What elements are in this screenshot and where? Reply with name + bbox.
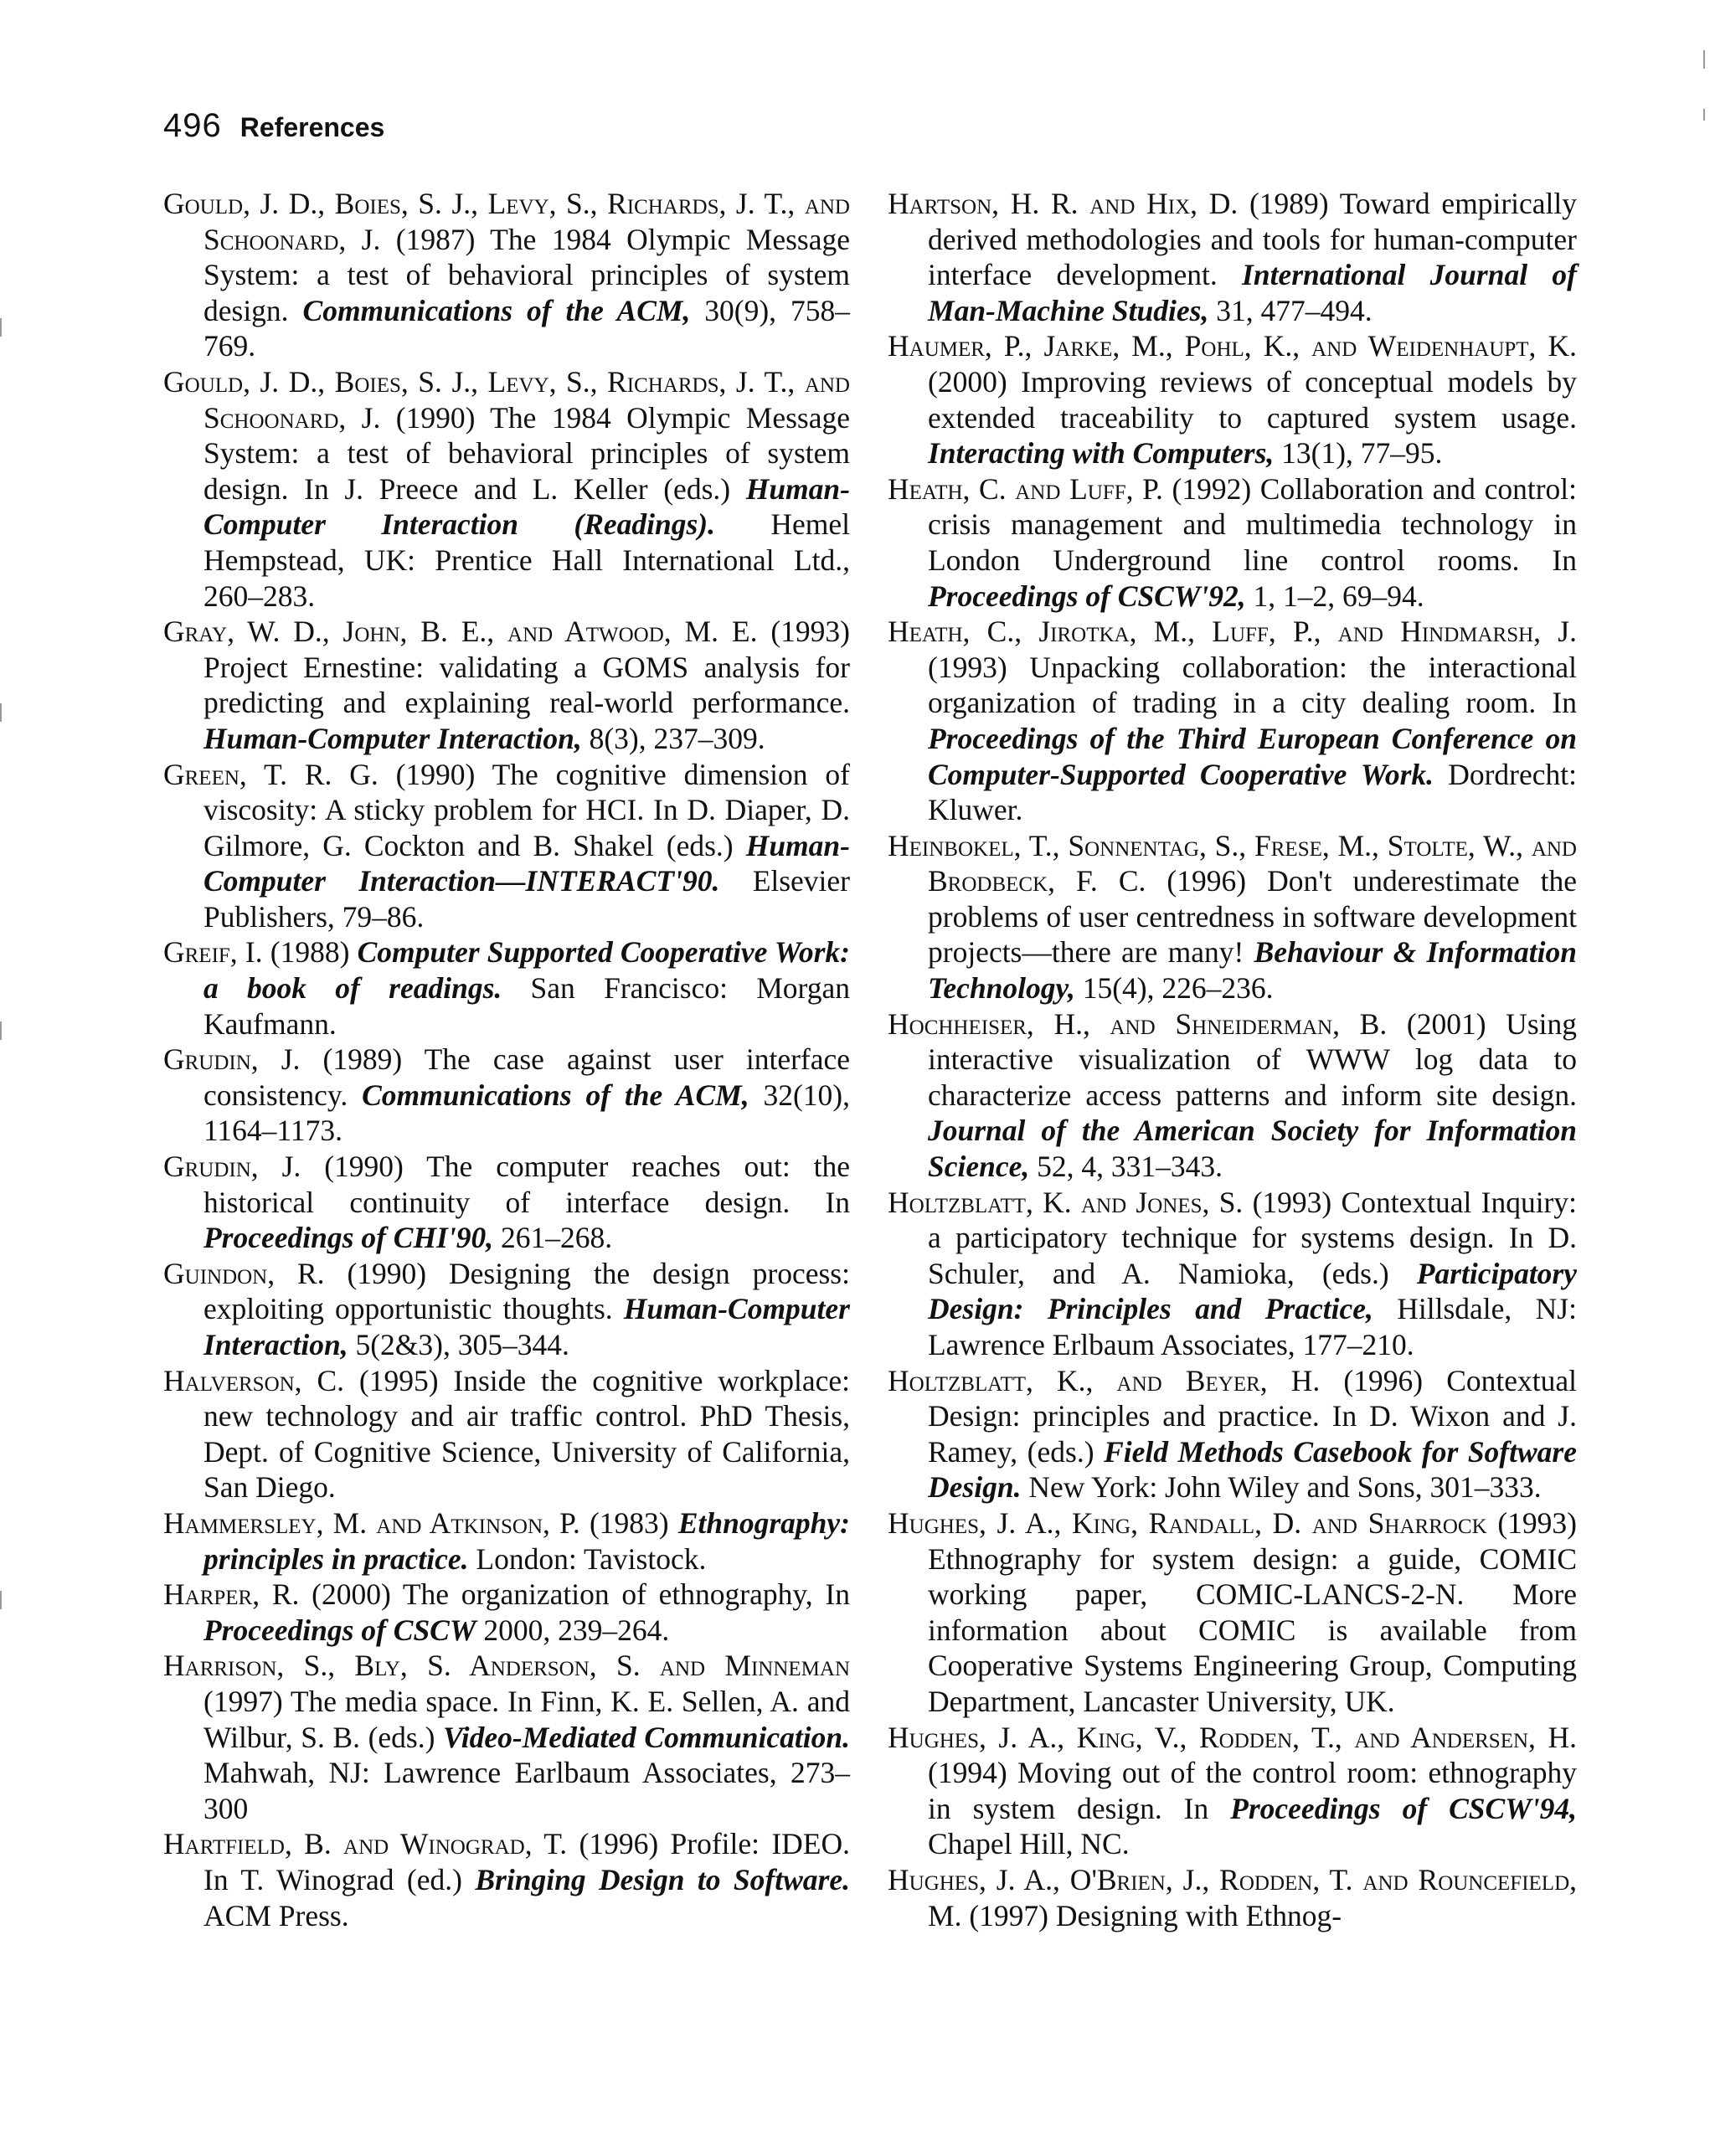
ref-text: (1997) Designing with Ethnog- (961, 1898, 1342, 1932)
ref-text: (1988) (262, 935, 358, 970)
ref-authors: Green, T. R. G. (163, 757, 379, 791)
ref-text: (1990) Designing the design process: exploiting opportunistic thoughts. (203, 1256, 850, 1326)
ref-tail: Mahwah, NJ: Lawrence Earlbaum Associates, 273–300 (203, 1756, 850, 1825)
ref-tail: Hillsdale, NJ: Lawrence Erlbaum Associates, 177–210. (928, 1292, 1577, 1361)
ref-text: (2001) Using interactive visualization of WWW log data to characterize access patterns and inform site design. (928, 1006, 1578, 1112)
reference-entry (163, 1363, 850, 1505)
ref-title: Behaviour & Information Technology, (928, 935, 1578, 1006)
ref-authors: Gray, W. D., John, B. E., and Atwood, M. E. (163, 615, 758, 649)
ref-text: (1983) (579, 1505, 678, 1540)
ref-text: (1996) Profile: IDEO. In T. Winograd (ed.) (203, 1827, 850, 1896)
ref-title: Participatory Design: Principles and Practice, (928, 1256, 1577, 1326)
ref-text: (1996) Contextual Design: principles and practice. In D. Wixon and J. Ramey, (eds.) (928, 1363, 1577, 1469)
ref-text: (1993) Unpacking collaboration: the interactional organization of trading in a city dealing room. In (928, 650, 1577, 720)
ref-tail: 52, 4, 331–343. (1029, 1150, 1223, 1184)
ref-tail: Hemel Hempstead, UK: Prentice Hall International Ltd., 260–283. (203, 507, 850, 613)
ref-tail: 15(4), 226–236. (1074, 971, 1274, 1006)
ref-authors: Harrison, S., Bly, S. Anderson, S. and Minneman (163, 1649, 850, 1683)
ref-text: (1994) Moving out of the control room: ethnography in system design. In (928, 1756, 1577, 1825)
ref-title: Human-Computer Interaction—INTERACT'90. (203, 828, 850, 898)
reference-entry (888, 614, 1577, 828)
ref-text: (1992) Collaboration and control: crisis management and multimedia technology in London Underground line control rooms. In (928, 471, 1577, 577)
reference-entry (163, 1505, 850, 1577)
ref-title: Communications of the ACM, (362, 1078, 749, 1112)
ref-tail: 1, 1–2, 69–94. (1245, 579, 1424, 613)
ref-text: (1993) Project Ernestine: validating a GOMS analysis for predicting and explaining real-world performance. (203, 615, 850, 720)
reference-entry (888, 1006, 1577, 1185)
ref-authors: Hochheiser, H., and Shneiderman, B. (888, 1006, 1388, 1041)
ref-authors: Hughes, J. A., King, Randall, D. and Sharrock (888, 1505, 1487, 1540)
left-column (163, 186, 850, 1933)
ref-text: (1989) The case against user interface consistency. (203, 1042, 850, 1112)
scan-mark (0, 703, 2, 722)
ref-authors: Heinbokel, T., Sonnentag, S., Frese, M., Stolte, W., and Brodbeck, F. C. (888, 828, 1577, 898)
ref-title: Human-Computer Interaction (Readings). (203, 471, 850, 542)
ref-tail: 2000, 239–264. (476, 1613, 670, 1647)
ref-title: Video-Mediated Communication. (443, 1720, 850, 1754)
reference-entry (888, 471, 1577, 614)
scan-mark (1703, 109, 1705, 121)
ref-authors: Hammersley, M. and Atkinson, P. (163, 1505, 580, 1540)
reference-entry (163, 1256, 850, 1363)
ref-tail: 5(2&3), 305–344. (348, 1328, 569, 1361)
reference-entry (163, 934, 850, 1042)
ref-title: Proceedings of CSCW'92, (928, 579, 1246, 613)
reference-entry (163, 614, 850, 756)
ref-authors: Gould, J. D., Boies, S. J., Levy, S., Richards, J. T., and Schoonard, J. (163, 364, 850, 435)
reference-entry (888, 1720, 1577, 1862)
reference-entry (888, 1862, 1577, 1933)
ref-authors: Hughes, J. A., King, V., Rodden, T., and Andersen, H. (888, 1720, 1577, 1754)
ref-title: Computer Supported Cooperative Work: a book of readings. (203, 935, 850, 1006)
ref-text: (1996) Don't underestimate the problems of user centredness in software development projects—there are many! (928, 864, 1577, 970)
ref-authors: Holtzblatt, K., and Beyer, H. (888, 1363, 1321, 1397)
ref-title: Human-Computer Interaction, (203, 1292, 850, 1361)
ref-authors: Grudin, J. (163, 1042, 301, 1077)
ref-text: (1990) The computer reaches out: the historical continuity of interface design. In (203, 1150, 850, 1219)
ref-tail: Dordrecht: Kluwer. (928, 757, 1577, 827)
scan-mark (0, 1591, 2, 1609)
right-column (888, 186, 1577, 1933)
scan-mark (1703, 50, 1705, 69)
ref-title: Proceedings of CHI'90, (203, 1221, 494, 1255)
ref-authors: Grudin, J. (163, 1150, 301, 1184)
reference-entry (163, 1577, 850, 1648)
ref-text: (1987) The 1984 Olympic Message System: a test of behavioral principles of system design. (203, 222, 850, 327)
ref-title: Proceedings of CSCW'94, (1230, 1791, 1577, 1825)
reference-entry (888, 1505, 1577, 1720)
ref-authors: Haumer, P., Jarke, M., Pohl, K., and Weidenhaupt, K. (888, 329, 1577, 363)
reference-entry (888, 1363, 1577, 1505)
reference-entry (163, 1648, 850, 1826)
ref-text: (1993) Contextual Inquiry: a participatory technique for systems design. In D. Schuler, and A. Namioka, (eds.) (928, 1185, 1577, 1290)
ref-text: (1990) The cognitive dimension of viscosity: A sticky problem for HCI. In D. Diaper, D. Gilmore, G. Cockton and B. Shakel (eds.) (203, 757, 850, 862)
scan-mark (0, 318, 2, 337)
ref-title: Journal of the American Society for Information Science, (928, 1114, 1577, 1184)
ref-tail: Elsevier Publishers, 79–86. (203, 864, 850, 934)
ref-authors: Hartson, H. R. and Hix, D. (888, 187, 1239, 220)
scan-mark (0, 1021, 2, 1040)
ref-authors: Heath, C. and Luff, P. (888, 471, 1163, 506)
ref-tail: 8(3), 237–309. (581, 721, 765, 755)
section-title: References (239, 112, 385, 142)
reference-entry (888, 828, 1577, 1006)
ref-authors: Hughes, J. A., O'Brien, J., Rodden, T. and Rouncefield, M. (888, 1862, 1577, 1932)
ref-authors: Heath, C., Jirotka, M., Luff, P., and Hindmarsh, J. (888, 615, 1577, 649)
ref-tail: 30(9), 758–769. (203, 293, 850, 363)
reference-entry (888, 1185, 1577, 1363)
ref-authors: Greif, I. (163, 935, 263, 970)
ref-title: Ethnography: principles in practice. (203, 1505, 850, 1576)
reference-entry (163, 1149, 850, 1256)
ref-authors: Guindon, R. (163, 1256, 325, 1290)
reference-entry (163, 757, 850, 935)
ref-text: (1995) Inside the cognitive workplace: new technology and air traffic control. PhD Thesis, Dept. of Cognitive Science, University of California, San Diego. (203, 1363, 851, 1505)
reference-entry (163, 1826, 850, 1933)
ref-tail: London: Tavistock. (468, 1541, 707, 1576)
ref-title: Proceedings of CSCW (203, 1613, 476, 1647)
ref-text: (1989) Toward empirically derived methodologies and tools for human-computer interface development. (928, 187, 1577, 292)
reference-entry (888, 328, 1577, 471)
ref-authors: Hartfield, B. and Winograd, T. (163, 1827, 568, 1861)
running-header (163, 107, 384, 157)
ref-tail: 13(1), 77–95. (1274, 436, 1443, 471)
ref-tail: New York: John Wiley and Sons, 301–333. (1021, 1470, 1542, 1505)
ref-tail: ACM Press. (203, 1898, 349, 1932)
ref-text: (2000) The organization of ethnography, In (299, 1577, 850, 1612)
reference-entry (888, 186, 1577, 328)
ref-title: Bringing Design to Software. (475, 1862, 850, 1896)
ref-text: (1997) The media space. In Finn, K. E. Sellen, A. and Wilbur, S. B. (eds.) (203, 1684, 850, 1754)
ref-tail: 31, 477–494. (1208, 293, 1373, 327)
ref-text: (1990) The 1984 Olympic Message System: a test of behavioral principles of system design. In J. Preece and L. Keller (eds.) (203, 400, 850, 506)
ref-title: Communications of the ACM, (302, 293, 691, 327)
page-number: 496 (163, 107, 222, 144)
reference-entry (163, 364, 850, 614)
reference-entry (163, 1042, 850, 1149)
ref-text: (2000) Improving reviews of conceptual models by extended traceability to captured system usage. (928, 364, 1577, 435)
ref-text: (1993) Ethnography for system design: a guide, COMIC working paper, COMIC-LANCS-2-N. More information about COMIC is available from Cooperative Systems Engineering Group, Computing Department, Lancaster University, UK. (928, 1505, 1577, 1718)
reference-entry (163, 186, 850, 364)
ref-authors: Holtzblatt, K. and Jones, S. (888, 1185, 1244, 1219)
ref-authors: Halverson, C. (163, 1363, 344, 1397)
ref-tail: San Francisco: Morgan Kaufmann. (203, 971, 850, 1041)
ref-title: Human-Computer Interaction, (203, 721, 582, 755)
ref-title: Interacting with Computers, (928, 436, 1275, 471)
ref-tail: 32(10), 1164–1173. (203, 1078, 850, 1148)
ref-title: International Journal of Man-Machine Studies, (928, 258, 1577, 327)
ref-tail: 261–268. (493, 1221, 613, 1255)
ref-title: Proceedings of the Third European Conference on Computer-Supported Cooperative Work. (928, 721, 1577, 791)
ref-title: Field Methods Casebook for Software Design. (928, 1434, 1577, 1505)
ref-authors: Harper, R. (163, 1577, 300, 1612)
ref-tail: Chapel Hill, NC. (928, 1827, 1130, 1861)
ref-authors: Gould, J. D., Boies, S. J., Levy, S., Richards, J. T., and Schoonard, J. (163, 187, 850, 256)
